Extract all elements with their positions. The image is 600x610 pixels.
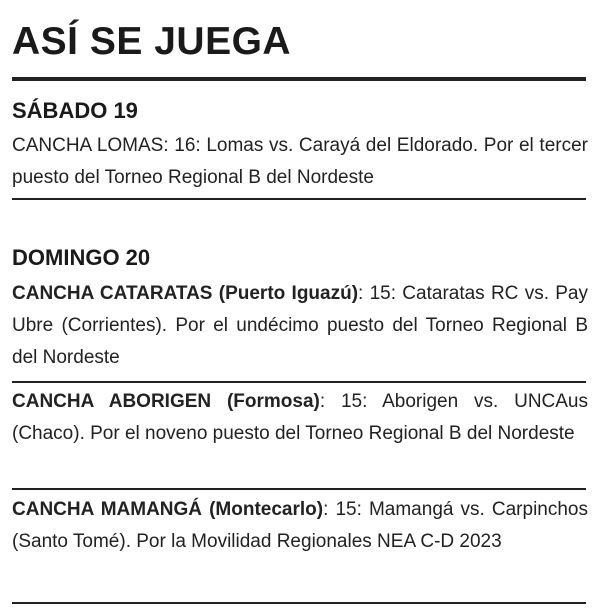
day-heading-saturday: SÁBADO 19 <box>12 98 138 123</box>
entry-divider <box>12 488 586 490</box>
title-divider <box>12 77 586 81</box>
venue-label: CANCHA MAMANGÁ (Montecarlo) <box>12 499 324 520</box>
entry-divider <box>12 198 586 200</box>
venue-label: CANCHA CATARATAS (Puerto Iguazú) <box>12 283 359 304</box>
day-heading-sunday: DOMINGO 20 <box>12 245 151 270</box>
match-details: CANCHA LOMAS: 16: Lomas vs. Carayá del Eldorado. Por el tercer puesto del Torneo Regional B del Nordeste <box>12 135 588 188</box>
match-entry-aborigen <box>12 386 588 450</box>
page-title: ASÍ SE JUEGA <box>12 20 292 63</box>
match-entry-mamanga <box>12 494 588 558</box>
entry-divider <box>12 602 586 604</box>
venue-label: CANCHA ABORIGEN (Formosa) <box>12 391 320 412</box>
match-details: : 15: Aborigen vs. UNCAus (Chaco). Por el noveno puesto del Torneo Regional B del Nordeste <box>12 391 588 444</box>
match-details: : 15: Mamangá vs. Carpinchos (Santo Tomé). Por la Movilidad Regionales NEA C-D 2023 <box>12 499 588 552</box>
entry-divider <box>12 381 586 383</box>
match-details: : 15: Cataratas RC vs. Pay Ubre (Corrientes). Por el undécimo puesto del Torneo Regional B del Nordeste <box>12 283 588 368</box>
match-entry-lomas <box>12 130 588 194</box>
match-entry-cataratas <box>12 278 588 374</box>
